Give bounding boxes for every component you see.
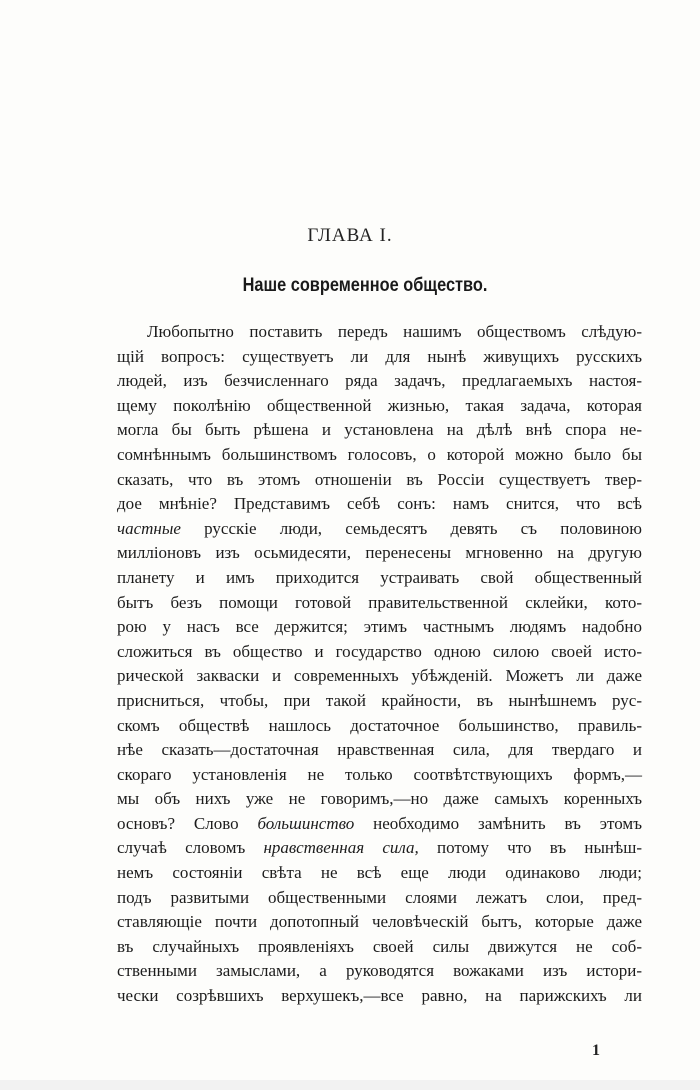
text-line: сложиться въ общество и государство одною силою своей исто- xyxy=(117,641,642,661)
chapter-heading: ГЛАВА I. xyxy=(307,225,393,246)
text-line: нѣе сказать—достаточная нравственная сила, для твердаго и xyxy=(117,740,642,760)
body-text xyxy=(117,320,642,1009)
text-line: рической закваски и современныхъ убѣжденій. Можетъ ли даже xyxy=(117,666,642,686)
text-line: скораго установленія не только соотвѣтствующихъ формъ,— xyxy=(117,764,642,784)
text-line: основъ? Слово большинство необходимо замѣнить въ этомъ xyxy=(117,813,642,833)
emphasis: нравственная сила, xyxy=(263,838,419,858)
emphasis: частные xyxy=(117,518,181,538)
text-line: частные русскіе люди, семьдесятъ девять съ половиною xyxy=(117,518,642,538)
text-line: щему поколѣнію общественной жизнью, такая задача, которая xyxy=(117,395,642,415)
text-line: присниться, чтобы, при такой крайности, въ нынѣшнемъ рус- xyxy=(117,690,642,710)
text-line: случаѣ словомъ нравственная сила, потому что въ нынѣш- xyxy=(117,838,642,858)
text-line: могла бы быть рѣшена и установлена на дѣлѣ внѣ спора не- xyxy=(117,420,642,440)
emphasis: большинство xyxy=(257,813,355,833)
chapter-title: Наше современное общество. xyxy=(242,275,488,296)
page-edge xyxy=(0,1080,700,1090)
text-line: немъ состояніи свѣта не всѣ еще люди одинаково люди; xyxy=(117,863,642,883)
text-line: планету и имъ приходится устраивать свой общественный xyxy=(117,567,642,587)
text-line: сомнѣннымъ большинствомъ голосовъ, о которой можно было бы xyxy=(117,444,642,464)
text-line: рою у насъ все держится; этимъ частнымъ людямъ надобно xyxy=(117,617,642,637)
text-line: подъ развитыми общественными слоями лежатъ слои, пред- xyxy=(117,887,642,907)
text-line: въ случайныхъ проявленіяхъ своей силы движутся не соб- xyxy=(117,936,642,956)
text-line: щій вопросъ: существуетъ ли для нынѣ живущихъ русскихъ xyxy=(117,346,642,366)
text-line: ственными замыслами, а руководятся вожаками изъ истори- xyxy=(117,961,642,981)
text-line: людей, изъ безчисленнаго ряда задачъ, предлагаемыхъ настоя- xyxy=(117,371,642,391)
text-line: сказать, что въ этомъ отношеніи въ Россіи существуетъ твер- xyxy=(117,469,642,489)
text-line: скомъ обществѣ нашлось достаточное большинство, правиль- xyxy=(117,715,642,735)
text-line: чески созрѣвшихъ верхушекъ,—все равно, на парижскихъ ли xyxy=(117,986,642,1006)
page-number: 1 xyxy=(592,1042,600,1059)
text-line: бытъ безъ помощи готовой правительственной склейки, кото- xyxy=(117,592,642,612)
text-line: Любопытно поставить передъ нашимъ обществомъ слѣдую- xyxy=(147,322,642,341)
text-line: ставляющіе почти допотопный человѣческій бытъ, которые даже xyxy=(117,912,642,932)
text-line: дое мнѣніе? Представимъ себѣ сонъ: намъ снится, что всѣ xyxy=(117,494,642,514)
text-line: мы объ нихъ уже не говоримъ,—но даже самыхъ коренныхъ xyxy=(117,789,642,809)
text-line: милліоновъ изъ осьмидесяти, перенесены мгновенно на другую xyxy=(117,543,642,563)
